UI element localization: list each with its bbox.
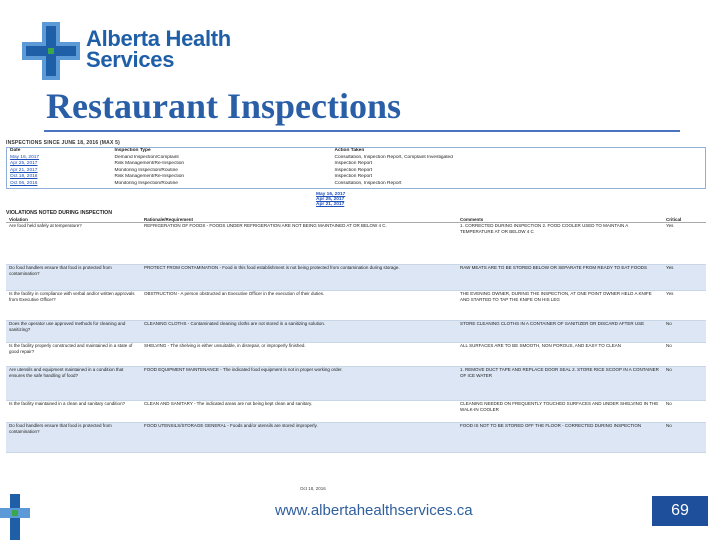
violation-date-link[interactable]: Apr 25, 2017 — [316, 196, 345, 202]
critical-flag: No — [663, 321, 706, 343]
table-row — [6, 401, 706, 423]
column-header-violation: Violation — [6, 217, 141, 223]
inspection-date-link[interactable]: May 16, 2017 — [10, 154, 40, 160]
inspection-date-link[interactable]: Oct 18, 2016 — [10, 174, 38, 180]
table-row — [7, 155, 706, 162]
comments-text: ALL SURFACES ARE TO BE SMOOTH, NON POROUS, AND EASY TO CLEAN — [457, 343, 663, 367]
rationale-text: OBSTRUCTION - A person obstructed an Executive Officer in the execution of their duties. — [141, 291, 457, 321]
critical-flag: No — [663, 343, 706, 367]
brand-wordmark — [86, 28, 231, 70]
column-header-critical: Critical — [663, 217, 706, 223]
critical-flag: Yes — [663, 265, 706, 291]
inspection-type: Monitoring Inspection/Routine — [114, 167, 178, 173]
violation-text: Are utensils and equipment maintained in a condition that ensures the safe handling of food? — [6, 367, 141, 401]
inspection-action: Consultation, Inspection Report, Complaint Investigated — [334, 154, 453, 160]
inspection-action: Consultation, Inspection Report — [334, 180, 402, 186]
critical-flag: No — [663, 423, 706, 453]
comments-text: CLEANING NEEDED ON FREQUENTLY TOUCHED SURFACES AND UNDER SHELVING IN THE WALK-IN COOLER — [457, 401, 663, 423]
violation-text: Are food held safely at temperature? — [6, 223, 141, 265]
comments-text: THE EVENING OWNER, DURING THE INSPECTION, AT ONE POINT OWNER HELD A KNIFE AND STARTED TO TAP THE KNIFE ON HIS LEG — [457, 291, 663, 321]
inspection-action: Inspection Report — [334, 174, 373, 180]
comments-text: RAW MEATS ARE TO BE STORED BELOW OR SEPARATE FROM READY TO EAT FOODS — [457, 265, 663, 291]
slide-number: 69 — [652, 496, 708, 526]
footer-cross-accent-icon — [0, 494, 30, 540]
brand-name-line1: Alberta Health — [86, 26, 231, 51]
slide-title: Restaurant Inspections — [46, 86, 402, 126]
table-row — [6, 321, 706, 343]
violation-date-links — [316, 189, 706, 208]
inspections-table — [6, 147, 706, 189]
table-row — [7, 174, 706, 181]
inspection-date-link[interactable]: Apr 21, 2017 — [10, 167, 38, 173]
inspection-date-link[interactable]: Apr 25, 2017 — [10, 161, 38, 167]
violation-text: Is the facility properly constructed and maintained in a state of good repair? — [6, 343, 141, 367]
violations-section-title: VIOLATIONS NOTED DURING INSPECTION — [6, 209, 112, 216]
rationale-text: REFRIGERATION OF FOODS - FOODS UNDER REFRIGERATION ARE NOT BEING MAINTAINED AT OR BELOW 4 C. — [141, 223, 457, 265]
comments-text: 1. CORRECTED DURING INSPECTION 2. FOOD COOLER USED TO MAINTAIN A TEMPERATURE AT OR BELOW 4 C — [457, 223, 663, 265]
table-row — [6, 423, 706, 453]
table-row — [6, 367, 706, 401]
rationale-text: FOOD UTENSILS/STORAGE GENERAL - Foods and/or utensils are stored improperly. — [141, 423, 457, 453]
table-row — [6, 291, 706, 321]
inspection-report-document — [6, 140, 706, 492]
inspection-type: Monitoring Inspection/Routine — [114, 180, 178, 186]
violation-text: Do food handlers ensure that food is protected from contamination? — [6, 423, 141, 453]
rationale-text: CLEANING CLOTHS - Contaminated cleaning cloths are not stored in a sanitizing solution. — [141, 321, 457, 343]
column-header-action: Action Taken — [332, 148, 706, 155]
rationale-text: PROTECT FROM CONTAMINATION - Food in this food establishment is not being protected from contamination during storage. — [141, 265, 457, 291]
inspection-type: Risk Management/Re-Inspection — [114, 161, 185, 167]
violation-date-link[interactable]: Apr 21, 2017 — [316, 202, 345, 208]
column-header-type: Inspection Type — [112, 148, 332, 155]
violation-date-link[interactable]: May 16, 2017 — [316, 191, 346, 197]
critical-flag: Yes — [663, 291, 706, 321]
document-heading: INSPECTIONS SINCE JUNE 18, 2016 (MAX 5) — [6, 140, 120, 146]
comments-text: STORE CLEANING CLOTHS IN A CONTAINER OF SANITIZER OR DISCARD AFTER USE — [457, 321, 663, 343]
inspection-date-link[interactable]: Oct 06, 2016 — [10, 180, 38, 186]
inspections-header-row — [7, 148, 706, 155]
brand-name-line2: Services — [86, 47, 175, 72]
column-header-comments: Comments — [457, 217, 663, 223]
column-header-rationale: Rationale/Requirement — [141, 217, 457, 223]
table-row — [7, 181, 706, 188]
table-row — [6, 265, 706, 291]
comments-text: 1. REMOVE DUCT TAPE AND REPLACE DOOR SEAL 2. STORE RICE SCOOP IN A CONTAINER OF ICE WATER — [457, 367, 663, 401]
table-row — [6, 223, 706, 265]
rationale-text: FOOD EQUIPMENT MAINTENANCE - The indicated food equipment is not in proper working order. — [141, 367, 457, 401]
violation-text: Do food handlers ensure that food is protected from contamination? — [6, 265, 141, 291]
critical-flag: Yes — [663, 223, 706, 265]
violations-table — [6, 217, 706, 454]
document-footer-date: Oct 18, 2016 — [300, 486, 326, 491]
table-row — [7, 168, 706, 175]
title-underline — [44, 130, 680, 132]
inspection-action: Inspection Report — [334, 161, 373, 167]
ahs-cross-logo-icon — [22, 22, 80, 80]
critical-flag: No — [663, 401, 706, 423]
rationale-text: CLEAN AND SANITARY - The indicated areas are not being kept clean and sanitary. — [141, 401, 457, 423]
rationale-text: SHELVING - The shelving is either unsuitable, in disrepair, or improperly finished. — [141, 343, 457, 367]
inspection-type: Demand Inspection/Complaint — [114, 154, 179, 160]
violation-text: Is the facility in compliance with verbal and/or written approvals from Executive Officer? — [6, 291, 141, 321]
table-row — [6, 343, 706, 367]
critical-flag: No — [663, 367, 706, 401]
violation-text: Is the facility maintained in a clean and sanitary condition? — [6, 401, 141, 423]
comments-text: FOOD IS NOT TO BE STORED OFF THE FLOOR - CORRECTED DURING INSPECTION — [457, 423, 663, 453]
inspection-type: Risk Management/Re-Inspection — [114, 174, 185, 180]
table-row — [7, 161, 706, 168]
footer-website-url[interactable]: www.albertahealthservices.ca — [275, 502, 473, 519]
violation-text: Does the operator use approved methods for cleaning and sanitizing? — [6, 321, 141, 343]
column-header-date: Date — [7, 148, 112, 155]
inspection-action: Inspection Report — [334, 167, 373, 173]
